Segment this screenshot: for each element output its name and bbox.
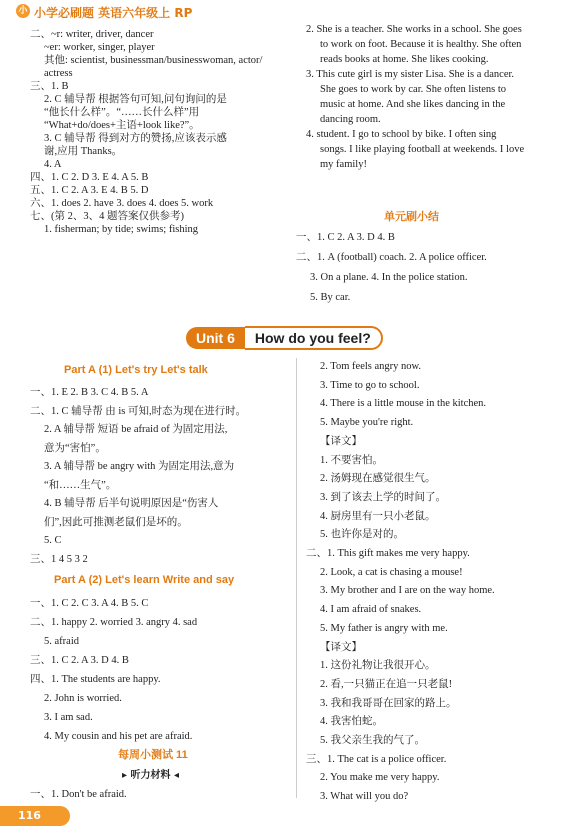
answer-line: my family! (320, 159, 367, 170)
answer-line: 四、1. C 2. D 3. E 4. A 5. B (30, 172, 149, 183)
answer-line: 三、1. C 2. A 3. D 4. B (30, 655, 129, 666)
answer-line: 二、~r: writer, driver, dancer (30, 29, 154, 40)
answer-line: 五、1. C 2. A 3. E 4. B 5. D (30, 185, 149, 196)
page-header (0, 0, 565, 22)
answer-line: 5. 我父亲生我的气了。 (320, 735, 425, 747)
answer-line: 2. You make me very happy. (320, 772, 440, 784)
right-answer-block-mid (306, 358, 495, 807)
answer-line: 2. 汤姆现在感觉很生气。 (320, 473, 436, 485)
answer-line: 5. afraid (44, 636, 79, 647)
answer-line: 2. John is worried. (44, 693, 122, 704)
answer-line: 4. 我害怕蛇。 (320, 716, 383, 728)
answer-line: 2. Tom feels angry now. (320, 361, 422, 372)
answer-line: 意为“害怕”。 (44, 442, 106, 454)
answer-line: 5. My father is angry with me. (320, 622, 448, 634)
answer-line: 们”,因此可推测老鼠们是坏的。 (44, 516, 188, 528)
answer-line: 3. A 辅导帮 be angry with 为固定用法,意为 (44, 461, 235, 472)
column-divider (296, 358, 297, 798)
answer-line: 5. Maybe you're right. (320, 417, 414, 429)
answer-line: music at home. And she likes dancing in the (320, 99, 506, 110)
answer-line: 3. My brother and I are on the way home. (320, 585, 495, 597)
answer-line: dancing room. (320, 114, 381, 125)
answer-line: 二、1. C 辅导帮 由 is 可知,时态为现在进行时。 (30, 405, 247, 417)
part-a1-answers (30, 384, 246, 569)
answer-line: 2. Look, a cat is chasing a mouse! (320, 566, 463, 578)
answer-line: 5. By car. (310, 292, 351, 303)
answer-line: 3. This cute girl is my sister Lisa. She is a dancer. (306, 69, 515, 80)
answer-line: 1. fisherman; by tide; swims; fishing (44, 224, 198, 235)
answer-line: She goes to work by car. She often listens to (320, 84, 507, 95)
unit-summary-title: 单元刷小结 (384, 211, 439, 223)
right-answer-block-top (306, 22, 556, 172)
part-a2-answers (30, 594, 197, 746)
answer-line: 4. student. I go to school by bike. I often sing (306, 129, 497, 140)
answer-line: 二、1. happy 2. worried 3. angry 4. sad (30, 617, 198, 628)
listening-answer: 一、1. Don't be afraid. (30, 789, 127, 800)
answer-line: 2. She is a teacher. She works in a school. She goes (306, 24, 522, 35)
answer-line: 二、1. A (football) coach. 2. A police officer. (296, 252, 487, 263)
answer-line: 3. I am sad. (44, 712, 93, 723)
answer-line: 一、1. E 2. B 3. C 4. B 5. A (30, 387, 149, 398)
answer-line: actress (44, 68, 73, 79)
brand-logo-icon: 小 (16, 4, 30, 18)
answer-line: 一、1. C 2. C 3. A 4. B 5. C (30, 598, 149, 609)
left-answer-block-top (30, 28, 292, 236)
header-title: 小学必刷题 英语六年级上 RP (34, 6, 193, 20)
answer-line: 四、1. The students are happy. (30, 674, 161, 685)
weekly-test-title: 每周小测试 11 (118, 749, 188, 761)
answer-line: 1. 不要害怕。 (320, 454, 383, 466)
answer-line: 4. B 辅导帮 后半句说明原因是“伤害人 (44, 498, 219, 509)
answer-line: reads books at home. She likes cooking. (320, 54, 489, 65)
answer-line: 3. C 辅导帮 得到对方的赞扬,应该表示感 (44, 133, 227, 144)
page-number: 116 (0, 806, 70, 826)
answer-line: 5. C (44, 535, 62, 546)
answer-line: “和……生气”。 (44, 479, 117, 491)
unit-label: Unit 6 (186, 327, 245, 349)
answer-line: 三、1. The cat is a police officer. (306, 753, 447, 765)
answer-line: 其他: scientist, businessman/businesswoman, actor/ (44, 55, 263, 66)
answer-line: 2. A 辅导帮 短语 be afraid of 为固定用法, (44, 424, 228, 435)
part-a1-title: Part A (1) Let's try Let's talk (64, 364, 208, 376)
answer-line: 3. Time to go to school. (320, 379, 420, 391)
answer-line: 二、1. This gift makes me very happy. (306, 548, 470, 560)
answer-line: 七、(第 2、3、4 题答案仅供参考) (30, 211, 184, 222)
answer-line: “What+do/does+主语+look like?”。 (44, 120, 200, 131)
answer-line: 3. On a plane. 4. In the police station. (310, 272, 468, 283)
answer-line: 六、1. does 2. have 3. does 4. does 5. work (30, 198, 214, 209)
answer-line: to work on foot. Because it is healthy. She often (320, 39, 522, 50)
answer-line: 【译文】 (320, 435, 362, 447)
listening-title: ▸ 听力材料 ◂ (122, 770, 180, 781)
answer-line: 3. 到了该去上学的时间了。 (320, 491, 446, 503)
answer-line: ~er: worker, singer, player (44, 42, 155, 53)
answer-line: 1. 这份礼物让我很开心。 (320, 660, 436, 672)
unit-title: How do you feel? (245, 326, 383, 350)
answer-line: 2. 看,一只猫正在追一只老鼠! (320, 678, 453, 690)
answer-line: 4. My cousin and his pet are afraid. (44, 731, 193, 742)
answer-line: 【译文】 (320, 641, 362, 653)
unit-summary-answers (296, 228, 487, 308)
part-a2-title: Part A (2) Let's learn Write and say (54, 574, 235, 586)
answer-line: 4. A (44, 159, 62, 170)
answer-line: 三、1. B (30, 81, 69, 92)
answer-line: 4. I am afraid of snakes. (320, 604, 422, 616)
answer-line: 4. There is a little mouse in the kitchen. (320, 398, 487, 410)
answer-line: 三、1 4 5 3 2 (30, 553, 88, 565)
answer-line: “他长什么样”。“……长什么样”用 (44, 107, 200, 118)
answer-line: 谢,应用 Thanks。 (44, 146, 123, 157)
answer-line: 5. 也许你是对的。 (320, 529, 404, 541)
answer-line: 4. 厨房里有一只小老鼠。 (320, 510, 436, 522)
answer-line: 2. C 辅导帮 根据答句可知,问句询问的是 (44, 94, 227, 105)
unit-banner (186, 326, 383, 350)
answer-line: 3. What will you do? (320, 791, 409, 803)
answer-line: 一、1. C 2. A 3. D 4. B (296, 232, 395, 243)
answer-line: 3. 我和我哥哥在回家的路上。 (320, 697, 457, 709)
answer-line: songs. I like playing football at weekends. I love (320, 144, 525, 155)
